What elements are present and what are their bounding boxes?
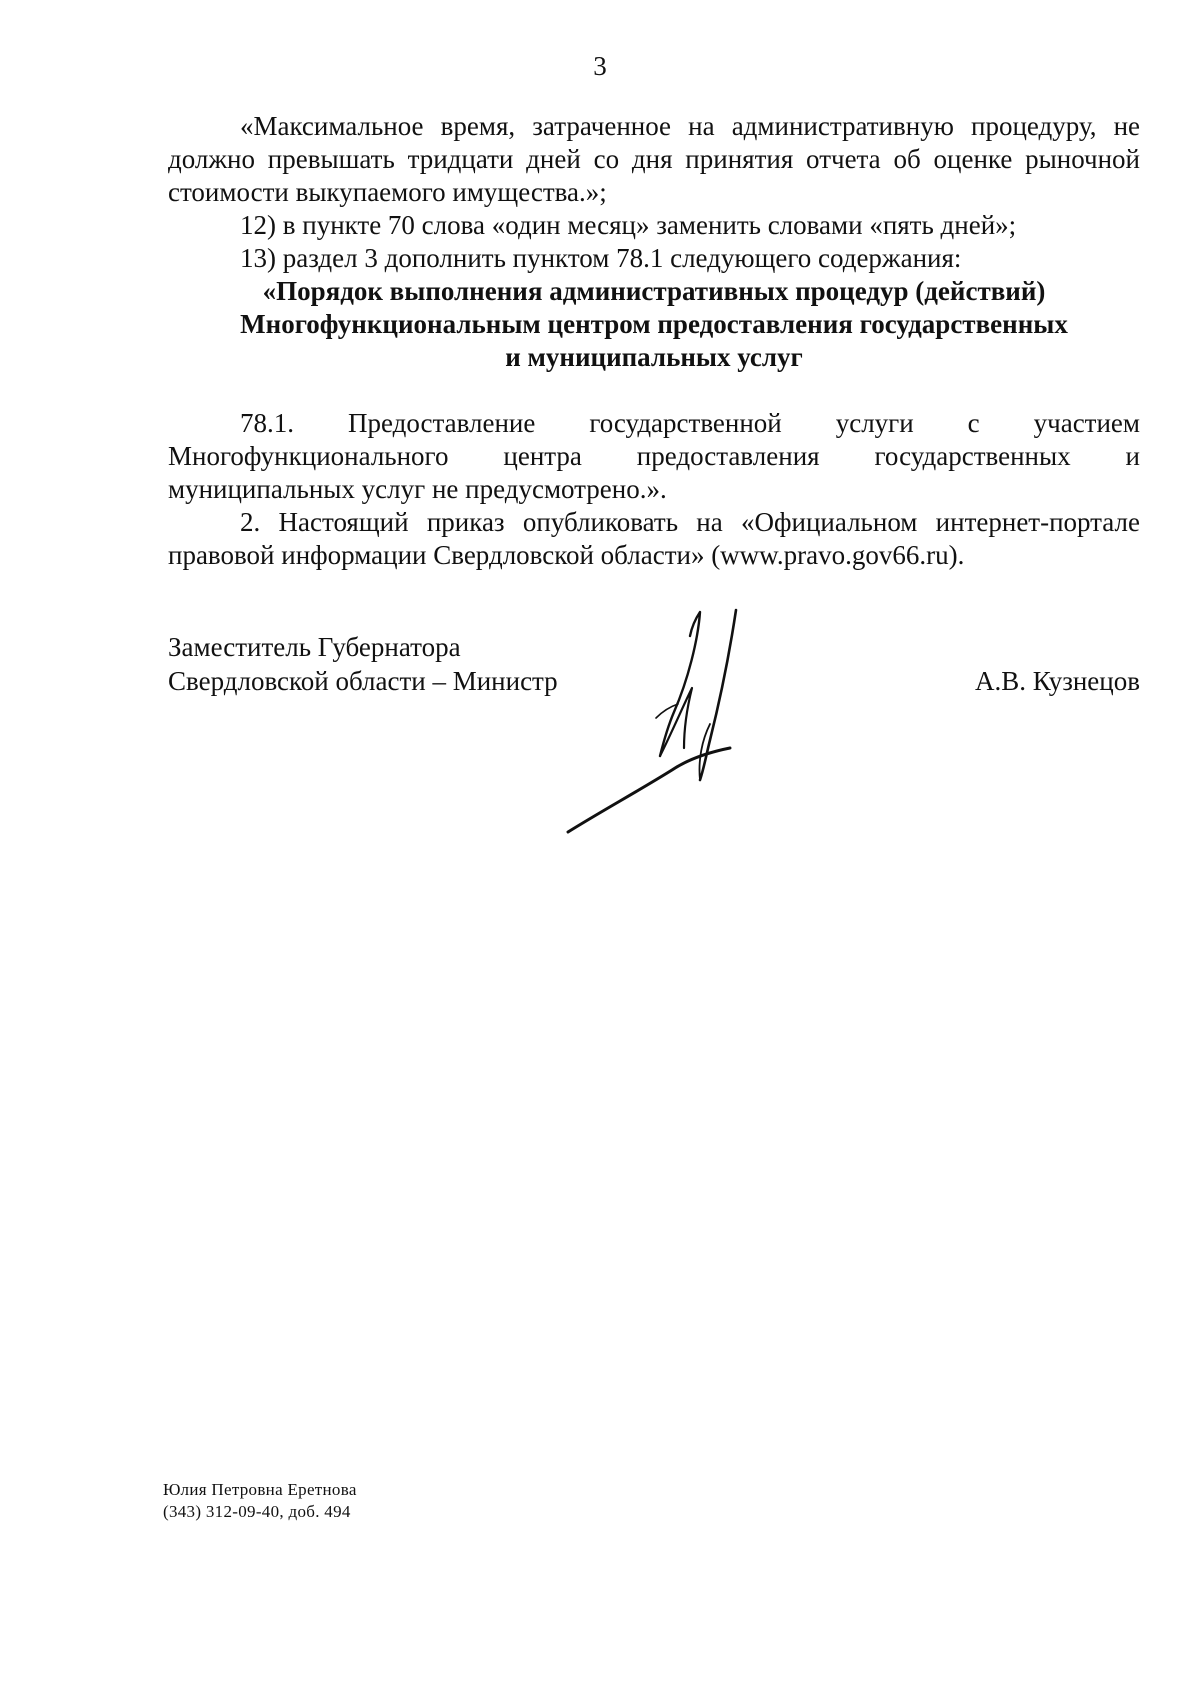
executor-name: Юлия Петровна Еретнова xyxy=(163,1480,357,1499)
handwritten-signature xyxy=(560,600,800,840)
signer-position xyxy=(168,630,558,698)
executor-phone: (343) 312-09-40, доб. 494 xyxy=(163,1502,351,1521)
document-body xyxy=(168,110,1140,572)
paragraph-publish: 2. Настоящий приказ опубликовать на «Официальном интернет-портале правовой информации Свердловской области» (www.pravo.gov66.ru). xyxy=(168,507,1140,570)
paragraph-item-13: 13) раздел 3 дополнить пунктом 78.1 следующего содержания: xyxy=(240,243,962,273)
heading-line-1: «Порядок выполнения административных процедур (действий) xyxy=(262,276,1046,306)
heading-line-2: Многофункциональным центром предоставления государственных xyxy=(240,309,1068,339)
signer-name: А.В. Кузнецов xyxy=(974,666,1140,696)
signer-position-line-2: Свердловской области – Министр xyxy=(168,666,558,696)
paragraph-max-time: «Максимальное время, затраченное на административную процедуру, не должно превышать тридцати дней со дня принятия отчета об оценке рыночной стоимости выкупаемого имущества.»; xyxy=(168,111,1140,207)
paragraph-78-1: 78.1. Предоставление государственной услуги с участием Многофункционального центра предоставления государственных и муниципальных услуг не предусмотрено.». xyxy=(168,408,1140,504)
paragraph-item-12: 12) в пункте 70 слова «один месяц» заменить словами «пять дней»; xyxy=(240,210,1017,240)
heading-line-3: и муниципальных услуг xyxy=(505,342,803,372)
section-heading xyxy=(168,275,1140,374)
executor-footer xyxy=(163,1479,357,1523)
page-number: 3 xyxy=(593,51,607,81)
signer-position-line-1: Заместитель Губернатора xyxy=(168,632,461,662)
